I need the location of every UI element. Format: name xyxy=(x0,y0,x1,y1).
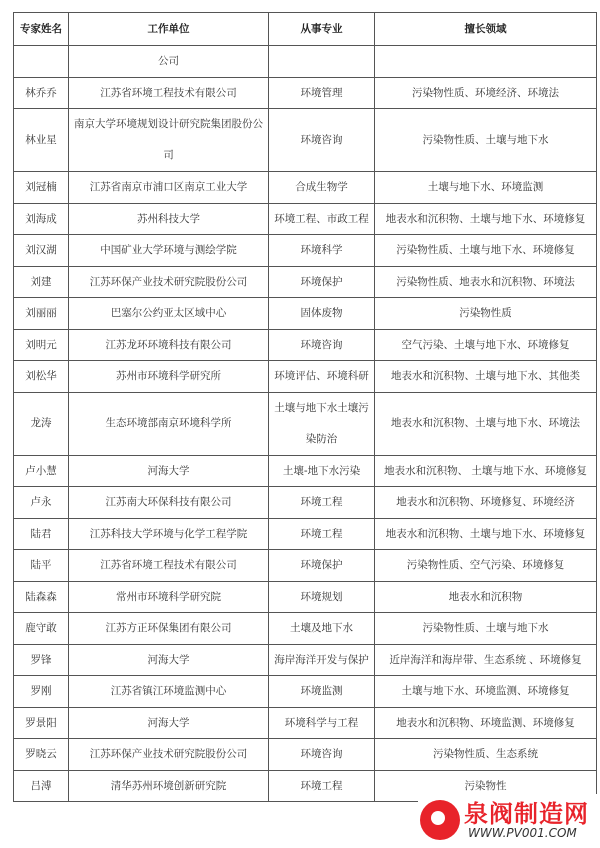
cell-major: 环境工程 xyxy=(269,487,375,519)
cell-name: 陆平 xyxy=(14,550,69,582)
cell-major: 海岸海洋开发与保护 xyxy=(269,644,375,676)
table-row xyxy=(14,518,597,550)
table-row xyxy=(14,455,597,487)
cell-field: 空气污染、土壤与地下水、环境修复 xyxy=(375,329,597,361)
cell-major: 环境监测 xyxy=(269,676,375,708)
cell-unit: 河海大学 xyxy=(69,707,269,739)
cell-unit: 苏州市环境科学研究所 xyxy=(69,361,269,393)
cell-name: 鹿守敢 xyxy=(14,613,69,645)
cell-name: 罗景阳 xyxy=(14,707,69,739)
cell-unit: 江苏省镇江环境监测中心 xyxy=(69,676,269,708)
header-field: 擅长领域 xyxy=(375,13,597,46)
cell-name: 罗晓云 xyxy=(14,739,69,771)
table-row xyxy=(14,550,597,582)
cell-name: 林乔乔 xyxy=(14,77,69,109)
cell-unit: 南京大学环境规划设计研究院集团股份公司 xyxy=(69,109,269,172)
cell-field: 地表水和沉积物、土壤与地下水、环境修复 xyxy=(375,203,597,235)
table-row xyxy=(14,613,597,645)
table-row xyxy=(14,707,597,739)
cell-major xyxy=(269,46,375,78)
cell-field: 污染物性质、环境经济、环境法 xyxy=(375,77,597,109)
cell-name: 卢小慧 xyxy=(14,455,69,487)
expert-table xyxy=(13,12,597,802)
cell-name: 卢永 xyxy=(14,487,69,519)
cell-field: 土壤与地下水、环境监测 xyxy=(375,172,597,204)
cell-field: 地表水和沉积物、环境修复、环境经济 xyxy=(375,487,597,519)
cell-unit: 江苏南大环保科技有限公司 xyxy=(69,487,269,519)
cell-unit: 巴塞尔公约亚太区域中心 xyxy=(69,298,269,330)
header-name: 专家姓名 xyxy=(14,13,69,46)
cell-field: 污染物性 xyxy=(375,770,597,802)
table-row xyxy=(14,739,597,771)
cell-major: 环境管理 xyxy=(269,77,375,109)
cell-major: 环境咨询 xyxy=(269,109,375,172)
cell-name: 刘建 xyxy=(14,266,69,298)
cell-unit: 江苏省环境工程技术有限公司 xyxy=(69,77,269,109)
table-row xyxy=(14,235,597,267)
cell-major: 土壤及地下水 xyxy=(269,613,375,645)
cell-major: 合成生物学 xyxy=(269,172,375,204)
cell-major: 环境咨询 xyxy=(269,329,375,361)
cell-field: 污染物性质、土壤与地下水 xyxy=(375,109,597,172)
cell-unit: 中国矿业大学环境与测绘学院 xyxy=(69,235,269,267)
table-row xyxy=(14,676,597,708)
cell-name: 刘丽丽 xyxy=(14,298,69,330)
cell-field xyxy=(375,46,597,78)
cell-unit: 常州市环境科学研究院 xyxy=(69,581,269,613)
cell-field: 地表水和沉积物 xyxy=(375,581,597,613)
cell-name: 刘汉湖 xyxy=(14,235,69,267)
cell-major: 环境工程、市政工程 xyxy=(269,203,375,235)
cell-field: 污染物性质 xyxy=(375,298,597,330)
cell-field: 地表水和沉积物、 土壤与地下水、环境修复 xyxy=(375,455,597,487)
table-row xyxy=(14,172,597,204)
table-row xyxy=(14,329,597,361)
watermark-url: WWW.PV001.COM xyxy=(468,826,577,840)
table-row xyxy=(14,361,597,393)
cell-name: 刘松华 xyxy=(14,361,69,393)
cell-field: 地表水和沉积物、土壤与地下水、其他类 xyxy=(375,361,597,393)
cell-unit: 江苏方正环保集团有限公司 xyxy=(69,613,269,645)
cell-name: 吕溥 xyxy=(14,770,69,802)
table-row xyxy=(14,77,597,109)
cell-field: 污染物性质、土壤与地下水、环境修复 xyxy=(375,235,597,267)
cell-field: 污染物性质、生态系统 xyxy=(375,739,597,771)
cell-field: 地表水和沉积物、环境监测、环境修复 xyxy=(375,707,597,739)
cell-unit: 公司 xyxy=(69,46,269,78)
cell-name: 刘冠楠 xyxy=(14,172,69,204)
cell-field: 土壤与地下水、环境监测、环境修复 xyxy=(375,676,597,708)
cell-major: 环境科学 xyxy=(269,235,375,267)
table-row xyxy=(14,487,597,519)
cell-unit: 江苏环保产业技术研究院股份公司 xyxy=(69,739,269,771)
cell-major: 环境评估、环境科研 xyxy=(269,361,375,393)
cell-unit: 生态环境部南京环境科学所 xyxy=(69,392,269,455)
cell-field: 污染物性质、土壤与地下水 xyxy=(375,613,597,645)
cell-field: 地表水和沉积物、土壤与地下水、环境法 xyxy=(375,392,597,455)
cell-major: 环境保护 xyxy=(269,550,375,582)
cell-major: 固体废物 xyxy=(269,298,375,330)
watermark xyxy=(418,794,598,848)
table-header-row xyxy=(14,13,597,46)
table-row xyxy=(14,298,597,330)
cell-unit: 清华苏州环境创新研究院 xyxy=(69,770,269,802)
cell-name: 陆森森 xyxy=(14,581,69,613)
cell-name: 龙涛 xyxy=(14,392,69,455)
table-row xyxy=(14,581,597,613)
table-row xyxy=(14,46,597,78)
cell-field: 污染物性质、空气污染、环境修复 xyxy=(375,550,597,582)
cell-major: 环境咨询 xyxy=(269,739,375,771)
cell-major: 环境保护 xyxy=(269,266,375,298)
header-major: 从事专业 xyxy=(269,13,375,46)
cell-major: 环境规划 xyxy=(269,581,375,613)
table-row xyxy=(14,392,597,455)
cell-name: 刘明元 xyxy=(14,329,69,361)
cell-major: 土壤-地下水污染 xyxy=(269,455,375,487)
watermark-name: 泉阀制造网 xyxy=(464,800,589,828)
cell-name: 罗刚 xyxy=(14,676,69,708)
cell-unit: 河海大学 xyxy=(69,644,269,676)
cell-field: 近岸海洋和海岸带、生态系统 、环境修复 xyxy=(375,644,597,676)
table-row xyxy=(14,109,597,172)
header-unit: 工作单位 xyxy=(69,13,269,46)
cell-unit: 苏州科技大学 xyxy=(69,203,269,235)
cell-field: 地表水和沉积物、土壤与地下水、环境修复 xyxy=(375,518,597,550)
table-row xyxy=(14,203,597,235)
table-row xyxy=(14,644,597,676)
cell-major: 环境工程 xyxy=(269,770,375,802)
cell-major: 土壤与地下水土壤污染防治 xyxy=(269,392,375,455)
cell-unit: 江苏环保产业技术研究院股份公司 xyxy=(69,266,269,298)
cell-unit: 江苏省环境工程技术有限公司 xyxy=(69,550,269,582)
watermark-logo-icon xyxy=(420,800,460,840)
cell-unit: 江苏科技大学环境与化学工程学院 xyxy=(69,518,269,550)
cell-unit: 江苏龙环环境科技有限公司 xyxy=(69,329,269,361)
cell-unit: 江苏省南京市浦口区南京工业大学 xyxy=(69,172,269,204)
cell-name: 陆君 xyxy=(14,518,69,550)
cell-name xyxy=(14,46,69,78)
cell-name: 刘海成 xyxy=(14,203,69,235)
table-row xyxy=(14,266,597,298)
cell-name: 罗锋 xyxy=(14,644,69,676)
cell-field: 污染物性质、地表水和沉积物、环境法 xyxy=(375,266,597,298)
cell-name: 林业星 xyxy=(14,109,69,172)
cell-major: 环境工程 xyxy=(269,518,375,550)
cell-unit: 河海大学 xyxy=(69,455,269,487)
cell-major: 环境科学与工程 xyxy=(269,707,375,739)
